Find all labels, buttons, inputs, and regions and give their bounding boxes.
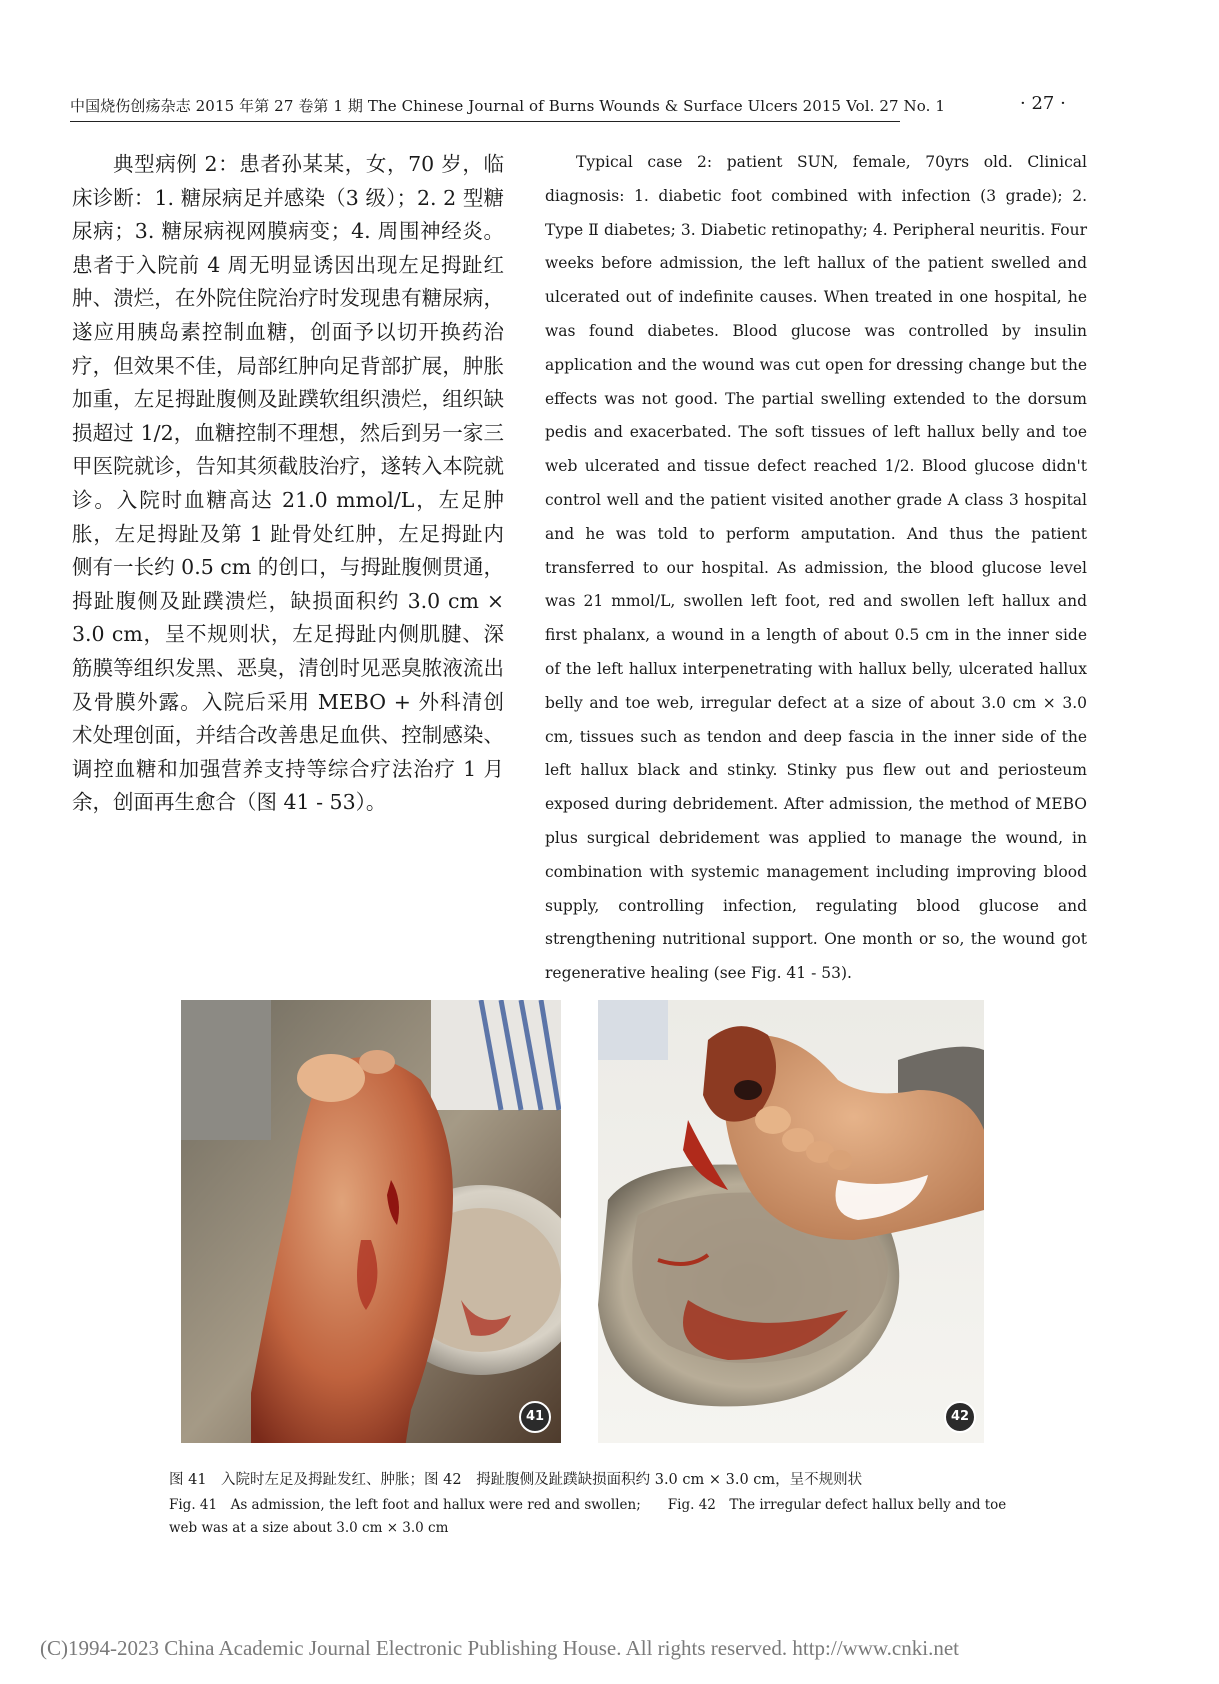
english-body-text: Typical case 2: patient SUN, female, 70yrs old. Clinical diagnosis: 1. diabetic foot combined with infection (3 grade); 2. Type Ⅱ diabetes; 3. Diabetic retinopathy; 4. Peripheral neuritis. Four weeks before admission, the left hallux of the patient swelled and ulcerated out of indefinite causes. When treated in one hospital, he was found diabetes. Blood glucose was controlled by insulin application and the wound was cut open for dressing change but the effects was not good. The partial swelling extended to the dorsum pedis and exacerbated. The soft tissues of left hallux belly and toe web ulcerated and tissue defect reached 1/2. Blood glucose didn't control well and the patient visited another grade A class 3 hospital and he was told to perform amputation. And thus the patient transferred to our hospital. As admission, the blood glucose level was 21 mmol/L, swollen left foot, red and swollen left hallux and first phalanx, a wound in a length of about 0.5 cm in the inner side of the left hallux interpenetrating with hallux belly, ulcerated hallux belly and toe web, irregular defect at a size of about 3.0 cm × 3.0 cm, tissues such as tendon and deep fascia in the inner side of the left hallux black and stinky. Stinky pus flew out and periosteum exposed during debridement. After admission, the method of MEBO plus surgical debridement was applied to manage the wound, in combination with systemic management including improving blood supply, controlling infection, regulating blood glucose and strengthening nutritional support. One month or so, the wound got regenerative healing (see Fig. 41 - 53). [545,153,1087,983]
figure-42-photo [598,1000,984,1443]
figure-caption-chinese: 图 41 入院时左足及拇趾发红、肿胀；图 42 拇趾腹侧及趾蹼缺损面积约 3.0 cm × 3.0 cm，呈不规则状 [169,1472,863,1488]
page-number: · 27 · [1020,93,1066,114]
chinese-body-text: 典型病例 2：患者孙某某，女，70 岁，临床诊断：1. 糖尿病足并感染（3 级）；2. 2 型糖尿病；3. 糖尿病视网膜病变；4. 周围神经炎。患者于入院前 4 周无明显诱因出现左足拇趾红肿、溃烂，在外院住院治疗时发现患有糖尿病，遂应用胰岛素控制血糖，创面予以切开换药治疗，但效果不佳，局部红肿向足背部扩展，肿胀加重，左足拇趾腹侧及趾蹼软组织溃烂，组织缺损超过 1/2，血糖控制不理想，然后到另一家三甲医院就诊，告知其须截肢治疗，遂转入本院就诊。入院时血糖高达 21.0 mmol/L，左足肿胀，左足拇趾及第 1 趾骨处红肿，左足拇趾内侧有一长约 0.5 cm 的创口，与拇趾腹侧贯通，拇趾腹侧及趾蹼溃烂，缺损面积约 3.0 cm × 3.0 cm，呈不规则状，左足拇趾内侧肌腱、深筋膜等组织发黑、恶臭，清创时见恶臭脓液流出及骨膜外露。入院后采用 MEBO + 外科清创术处理创面，并结合改善患足血供、控制感染、调控血糖和加强营养支持等综合疗法治疗 1 月余，创面再生愈合（图 41 - 53）。 [72,152,504,815]
running-head [70,95,946,116]
header-rule [70,121,900,122]
copyright-footer: (C)1994-2023 China Academic Journal Electronic Publishing House. All rights reserved. http://www.cnki.net [40,1636,959,1660]
figure-caption-english: Fig. 41 As admission, the left foot and hallux were red and swollen; Fig. 42 The irregular defect hallux belly and toe web was at a size about 3.0 cm × 3.0 cm [169,1497,1007,1536]
figure-41-badge: 41 [519,1401,551,1433]
figure-42-image [598,1000,984,1443]
figure-42-badge: 42 [944,1401,976,1433]
running-head-text: 中国烧伤创疡杂志 2015 年第 27 卷第 1 期 The Chinese Journal of Burns Wounds & Surface Ulcers 2015 Vol. 27 No. 1 [70,97,946,115]
figure-41-photo [181,1000,561,1443]
figure-41-image [181,1000,561,1443]
